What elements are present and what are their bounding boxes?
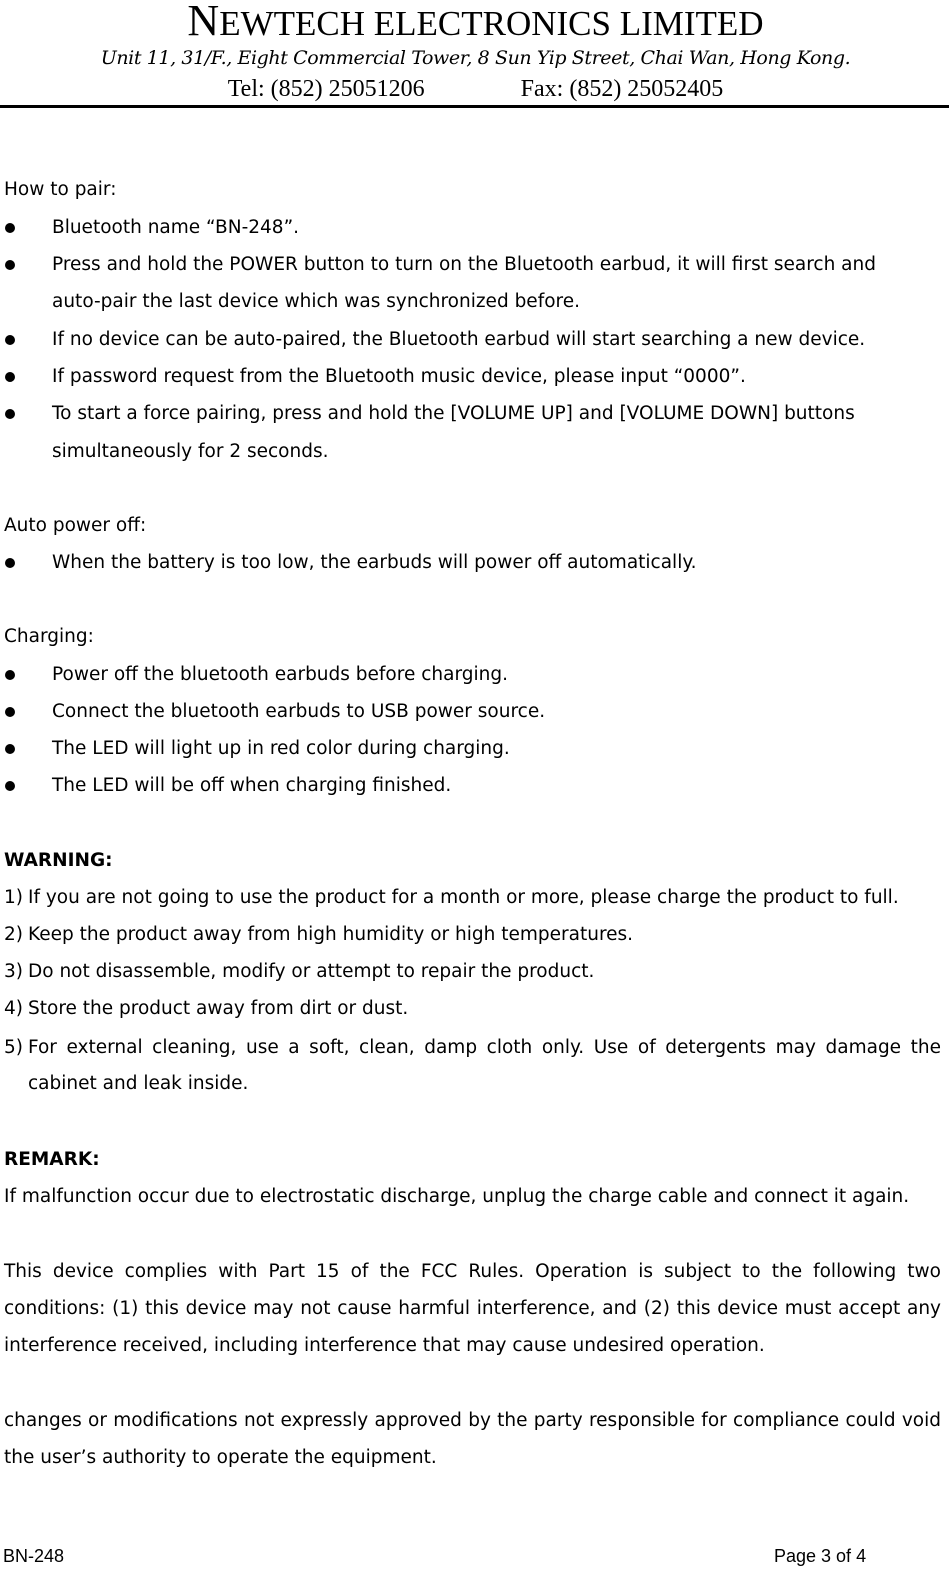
list-number: 2) xyxy=(4,924,23,945)
list-number: 1) xyxy=(4,887,23,908)
list-item: The LED will be off when charging finished. xyxy=(52,775,452,796)
list-item: Press and hold the POWER button to turn on the Bluetooth earbud, it will first search and xyxy=(52,254,876,275)
company-name-rest: EWTECH ELECTRONICS LIMITED xyxy=(219,4,764,43)
changes-statement-line: changes or modifications not expressly approved by the party responsible for compliance could void xyxy=(4,1410,941,1431)
bullet-icon xyxy=(5,409,15,419)
company-initial: N xyxy=(187,0,220,45)
bullet-icon xyxy=(5,744,15,754)
list-item: Bluetooth name “BN-248”. xyxy=(52,217,300,238)
fcc-statement-line: interference received, including interference that may cause undesired operation. xyxy=(4,1335,765,1356)
bullet-icon xyxy=(5,260,15,270)
list-item: Store the product away from dirt or dust. xyxy=(28,998,409,1019)
company-name xyxy=(0,0,951,45)
list-item-continuation: auto-pair the last device which was synchronized before. xyxy=(52,291,580,312)
list-number: 4) xyxy=(4,998,23,1019)
bullet-icon xyxy=(5,372,15,382)
bullet-icon xyxy=(5,670,15,680)
bullet-icon xyxy=(5,707,15,717)
bullet-icon xyxy=(5,558,15,568)
contact-line xyxy=(0,74,951,104)
list-item: If password request from the Bluetooth music device, please input “0000”. xyxy=(52,366,746,387)
fax-number: Fax: (852) 25052405 xyxy=(520,76,724,102)
company-address: Unit 11, 31/F., Eight Commercial Tower, 8 Sun Yip Street, Chai Wan, Hong Kong. xyxy=(100,47,851,69)
fcc-statement-line: conditions: (1) this device may not cause harmful interference, and (2) this device must accept any xyxy=(4,1298,941,1319)
footer-page-number: Page 3 of 4 xyxy=(774,1546,867,1566)
section-heading-charging: Charging: xyxy=(4,626,94,647)
tel-number: Tel: (852) 25051206 xyxy=(227,76,425,102)
list-item-continuation: simultaneously for 2 seconds. xyxy=(52,441,329,462)
bullet-icon xyxy=(5,335,15,345)
list-item: To start a force pairing, press and hold the [VOLUME UP] and [VOLUME DOWN] buttons xyxy=(52,403,855,424)
fcc-statement-line: This device complies with Part 15 of the FCC Rules. Operation is subject to the following two xyxy=(4,1261,941,1282)
header-divider xyxy=(0,105,949,108)
list-number: 3) xyxy=(4,961,23,982)
list-item: Connect the bluetooth earbuds to USB power source. xyxy=(52,701,546,722)
section-heading-auto-off: Auto power off: xyxy=(4,515,147,536)
list-item: Power off the bluetooth earbuds before charging. xyxy=(52,664,508,685)
list-number: 5) xyxy=(4,1037,23,1058)
list-item: When the battery is too low, the earbuds will power off automatically. xyxy=(52,552,697,573)
list-item: For external cleaning, use a soft, clean, damp cloth only. Use of detergents may damage the xyxy=(28,1037,941,1058)
section-heading-pair: How to pair: xyxy=(4,179,117,200)
list-item: Keep the product away from high humidity or high temperatures. xyxy=(28,924,634,945)
footer-model: BN-248 xyxy=(3,1546,65,1566)
section-heading-remark: REMARK: xyxy=(4,1149,100,1170)
list-item: If you are not going to use the product for a month or more, please charge the product to full. xyxy=(28,887,899,908)
list-item: Do not disassemble, modify or attempt to repair the product. xyxy=(28,961,595,982)
remark-text: If malfunction occur due to electrostatic discharge, unplug the charge cable and connect it again. xyxy=(4,1186,910,1207)
list-item: If no device can be auto-paired, the Bluetooth earbud will start searching a new device. xyxy=(52,329,866,350)
bullet-icon xyxy=(5,781,15,791)
changes-statement-line: the user’s authority to operate the equipment. xyxy=(4,1447,437,1468)
bullet-icon xyxy=(5,223,15,233)
list-item: The LED will light up in red color during charging. xyxy=(52,738,510,759)
section-heading-warning: WARNING: xyxy=(4,850,113,871)
list-item-continuation: cabinet and leak inside. xyxy=(28,1073,249,1094)
